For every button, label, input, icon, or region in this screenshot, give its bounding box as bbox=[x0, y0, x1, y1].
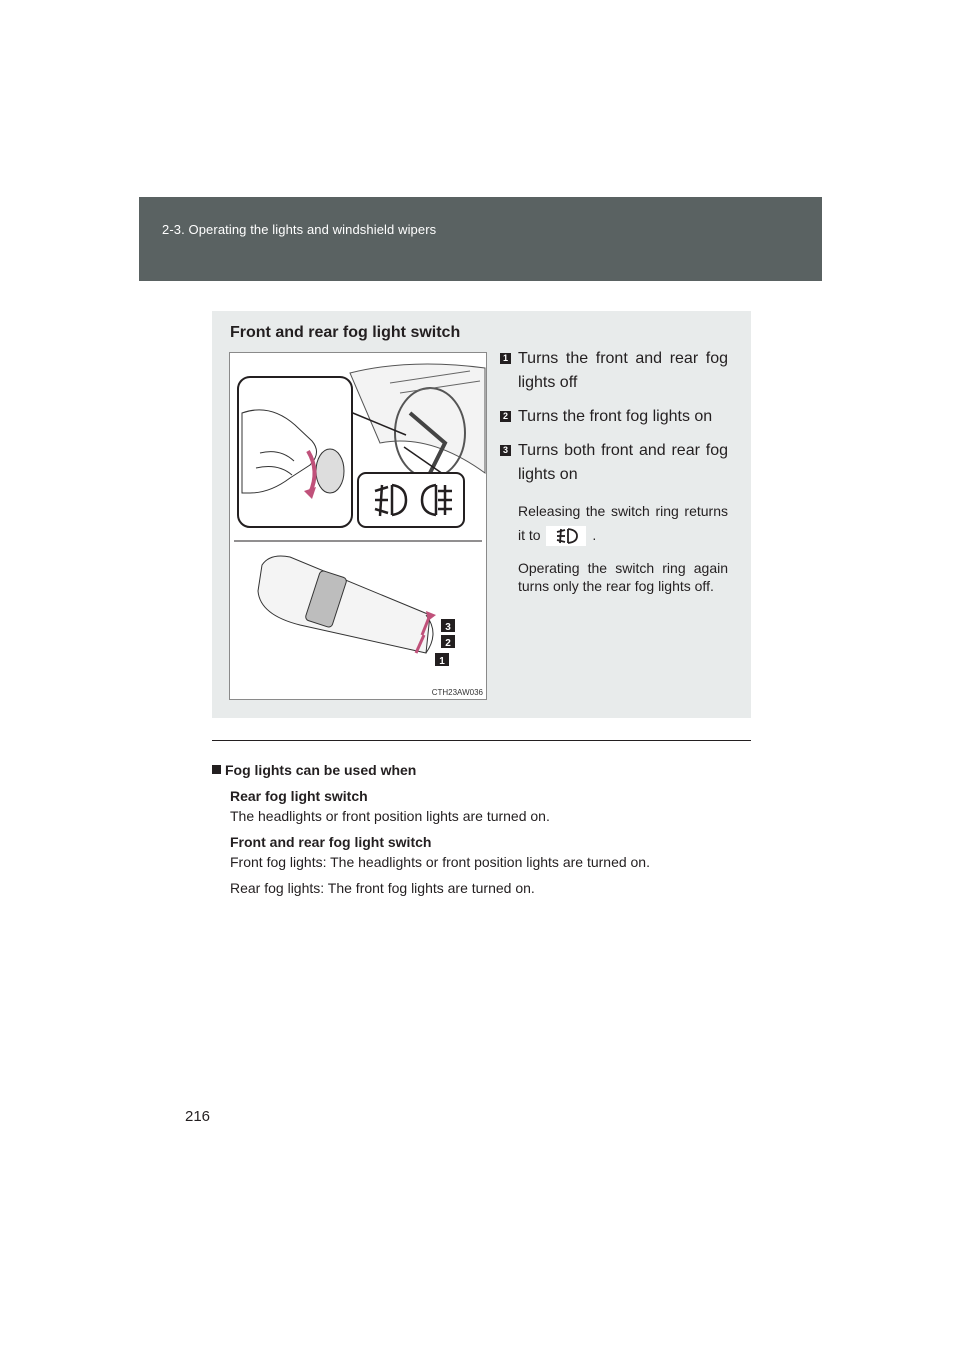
step-text: Turns the front and rear fog lights off bbox=[518, 350, 728, 391]
bullet-square-icon bbox=[212, 765, 221, 774]
rear-fog-paragraph: Rear fog lights: The front fog lights are turned on. bbox=[230, 880, 535, 896]
fog-switch-illustration bbox=[229, 352, 487, 700]
section-heading bbox=[212, 760, 751, 780]
steps-list bbox=[500, 347, 728, 595]
panel-title: Front and rear fog light switch bbox=[230, 324, 461, 341]
step-number-badge: 1 bbox=[500, 353, 511, 364]
releasing-note bbox=[500, 499, 728, 547]
divider bbox=[212, 740, 751, 741]
step-item bbox=[500, 347, 728, 395]
step-number-badge: 2 bbox=[500, 411, 511, 422]
fog-switch-drawing bbox=[230, 353, 486, 699]
step-text: Turns the front fog lights on bbox=[518, 408, 713, 425]
svg-text:3: 3 bbox=[445, 622, 451, 633]
step-item bbox=[500, 405, 728, 429]
section-header bbox=[139, 197, 822, 281]
releasing-note-text: Releasing the switch ring returns it to bbox=[518, 503, 728, 543]
rear-switch-paragraph bbox=[212, 786, 751, 826]
front-fog-light-icon bbox=[546, 526, 586, 546]
front-fog-text: Front fog lights: The headlights or front position lights are turned on. bbox=[230, 854, 650, 870]
front-rear-switch-paragraph bbox=[212, 832, 751, 872]
rear-switch-label: Rear fog light switch bbox=[230, 788, 368, 804]
figure-code: CTH23AW036 bbox=[431, 688, 483, 697]
operating-note: Operating the switch ring again turns only the rear fog lights off. bbox=[518, 560, 728, 594]
section-title: 2-3. Operating the lights and windshield wipers bbox=[162, 222, 437, 237]
page-number: 216 bbox=[185, 1108, 211, 1125]
step-item bbox=[500, 439, 728, 487]
step-text: Turns both front and rear fog lights on bbox=[518, 442, 728, 483]
fog-light-panel bbox=[212, 311, 751, 718]
section-heading-text: Fog lights can be used when bbox=[225, 762, 417, 778]
releasing-note-end: . bbox=[592, 527, 597, 543]
front-rear-switch-label: Front and rear fog light switch bbox=[230, 834, 432, 850]
step-number-badge: 3 bbox=[500, 445, 511, 456]
svg-text:1: 1 bbox=[439, 656, 445, 667]
svg-text:2: 2 bbox=[445, 638, 451, 649]
rear-switch-text: The headlights or front position lights are turned on. bbox=[230, 808, 550, 824]
fog-lights-usage-section bbox=[212, 760, 751, 898]
